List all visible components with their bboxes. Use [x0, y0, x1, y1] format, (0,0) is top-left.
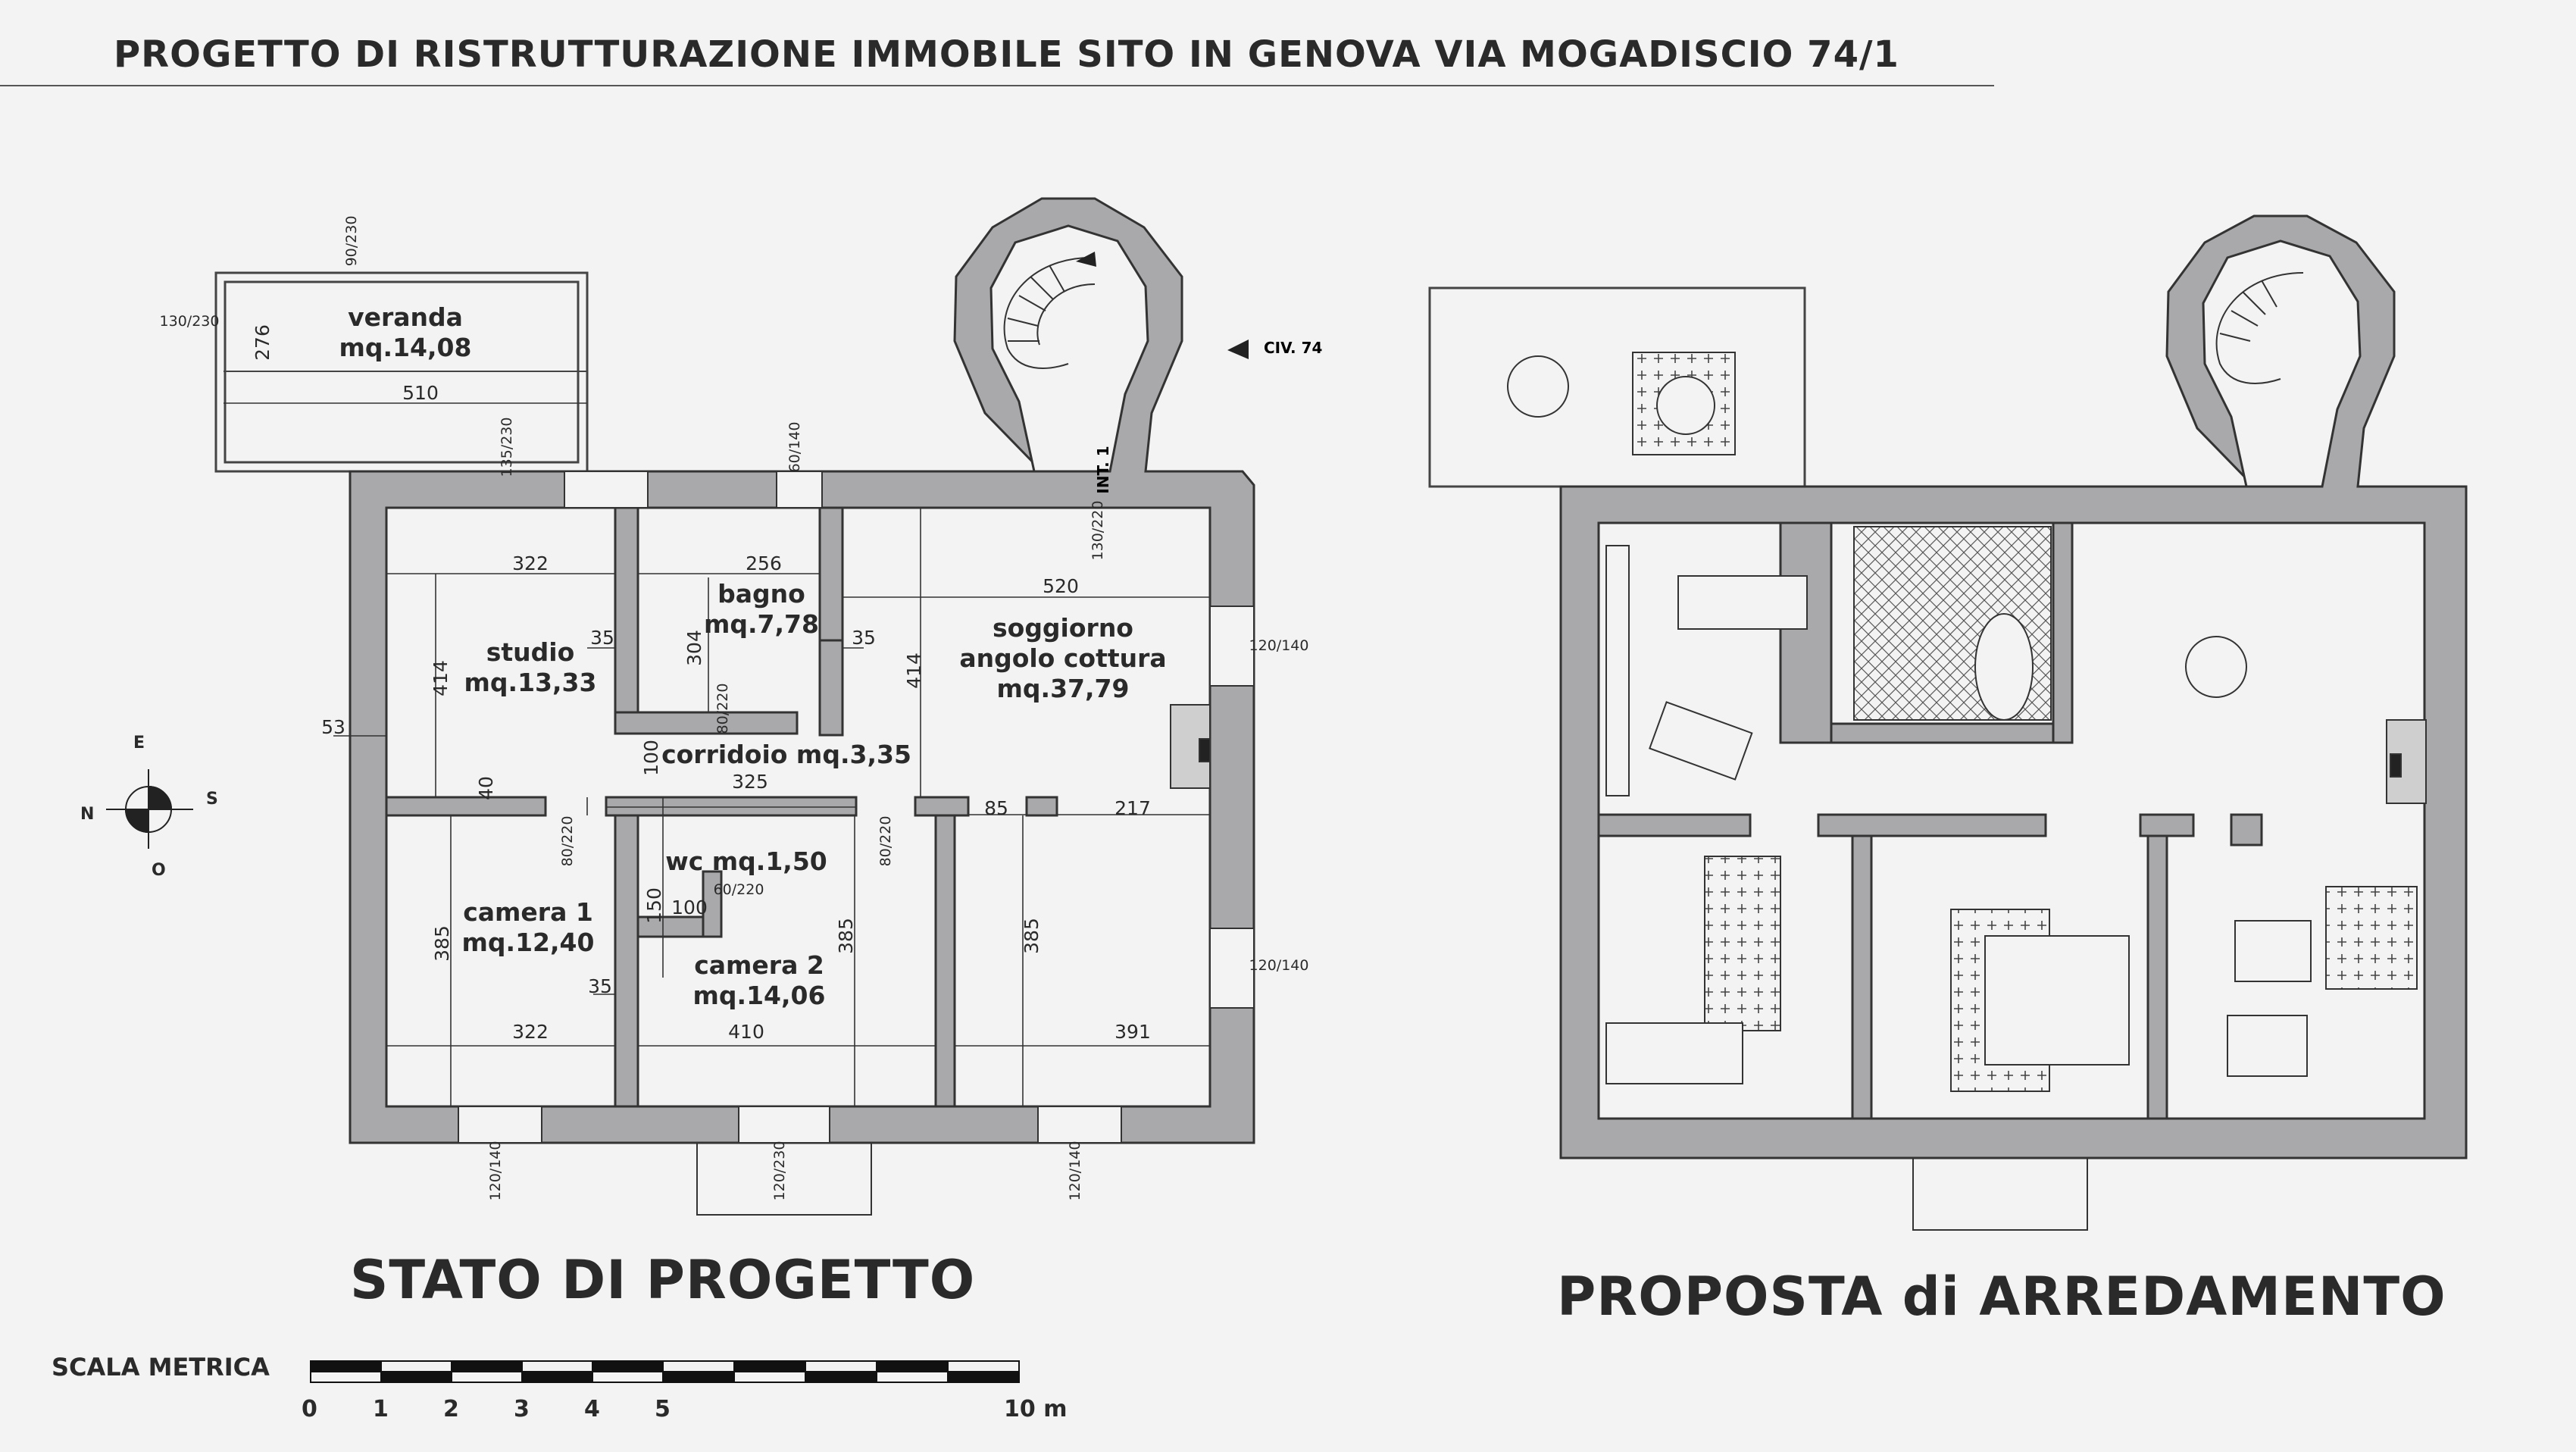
single-bed	[1606, 1023, 1743, 1084]
dim-53: 53	[321, 716, 345, 738]
dim-corridoio-width: 325	[732, 771, 768, 793]
dim-217: 217	[1114, 797, 1151, 819]
scale-tick-end: 10 m	[1004, 1396, 1068, 1422]
dim-studio-width: 322	[512, 552, 549, 574]
dim-studio-height: 414	[430, 660, 452, 696]
right-floor-plan	[1430, 216, 2466, 1230]
bathtub	[1975, 614, 2033, 720]
right-fireplace	[2387, 720, 2426, 803]
dim-camera2-height: 385	[835, 918, 857, 954]
room-studio-name: studio	[486, 637, 575, 667]
dim-soggiorno-width: 520	[1043, 575, 1079, 597]
opening-corridoio-door-3: 80/220	[877, 815, 894, 867]
compass-south-label: S	[206, 790, 218, 809]
drawing-title: PROGETTO DI RISTRUTTURAZIONE IMMOBILE SITO IN GENOVA VIA MOGADISCIO 74/1	[114, 33, 1899, 76]
dim-camera1-height: 385	[431, 925, 453, 962]
opening-camera2-window: 120/230	[771, 1141, 788, 1201]
scale-tick-4: 4	[584, 1396, 600, 1422]
opening-camera1-window: 120/140	[487, 1141, 504, 1201]
compass-east-label: E	[133, 734, 145, 753]
room-veranda-name: veranda	[348, 302, 463, 332]
dim-85: 85	[984, 797, 1008, 819]
opening-studio-top: 135/230	[499, 417, 515, 477]
civic-arrow-icon	[1227, 340, 1249, 359]
fireplace	[1171, 705, 1210, 788]
room-soggiorno-area: mq.37,79	[996, 674, 1130, 703]
dim-100-b: 100	[671, 897, 708, 918]
opening-soggiorno-window-1: 120/140	[1249, 637, 1309, 654]
dim-camera1-width: 322	[512, 1021, 549, 1043]
opening-soggiorno-window-2: 120/140	[1249, 957, 1309, 974]
scale-tick-0: 0	[302, 1396, 317, 1422]
civic-number-label: CIV. 74	[1264, 339, 1323, 357]
dim-bagno-height: 304	[683, 630, 705, 666]
opening-veranda-top: 90/230	[343, 215, 360, 267]
room-soggiorno-name: soggiorno	[993, 613, 1133, 643]
living-rug	[2326, 887, 2417, 989]
dim-35-c: 35	[588, 975, 612, 997]
dim-35-a: 35	[590, 627, 614, 649]
room-wc-label: wc mq.1,50	[665, 846, 827, 876]
room-camera1-name: camera 1	[463, 897, 593, 927]
room-bagno-area: mq.7,78	[704, 609, 819, 639]
dim-soggiorno-lower-width: 391	[1114, 1021, 1151, 1043]
right-veranda	[1430, 288, 1805, 487]
dim-bagno-width: 256	[746, 552, 782, 574]
room-camera2-area: mq.14,06	[692, 981, 826, 1010]
opening-wc-door: 60/220	[713, 881, 764, 898]
compass-north-label: N	[80, 805, 95, 824]
right-plan-title: PROPOSTA di ARREDAMENTO	[1557, 1266, 2446, 1328]
opening-veranda-side: 130/230	[159, 313, 220, 330]
left-plan-title: STATO DI PROGETTO	[350, 1249, 976, 1311]
opening-corridoio-door-2: 80/220	[559, 815, 576, 867]
dim-40: 40	[475, 776, 497, 800]
scale-label: SCALA METRICA	[52, 1353, 270, 1382]
dim-150: 150	[643, 887, 665, 924]
compass-icon	[106, 769, 193, 849]
interior-number-label: INT. 1	[1094, 446, 1112, 494]
right-balcony	[1913, 1158, 2087, 1230]
scale-tick-1: 1	[373, 1396, 389, 1422]
opening-entrance: 130/220	[1089, 500, 1106, 561]
room-veranda-area: mq.14,08	[339, 333, 472, 362]
room-camera2-name: camera 2	[694, 950, 824, 980]
room-camera1-area: mq.12,40	[461, 928, 595, 957]
double-bed	[1985, 936, 2129, 1065]
room-corridoio-label: corridoio mq.3,35	[661, 740, 911, 769]
opening-soggiorno-window-3: 120/140	[1067, 1141, 1083, 1201]
compass-west-label: O	[152, 861, 166, 880]
opening-corridoio-door-1: 80/220	[714, 683, 731, 734]
dim-soggiorno-height: 414	[903, 652, 925, 689]
dim-veranda-height: 276	[252, 324, 274, 361]
room-soggiorno-name2: angolo cottura	[959, 643, 1167, 673]
opening-bagno-top: 60/140	[786, 421, 803, 473]
scale-tick-5: 5	[655, 1396, 671, 1422]
scale-tick-2: 2	[443, 1396, 459, 1422]
room-studio-area: mq.13,33	[464, 668, 597, 697]
scale-bar	[311, 1361, 1019, 1382]
dim-veranda-width: 510	[402, 382, 439, 404]
dim-100-a: 100	[640, 740, 662, 776]
dim-35-b: 35	[852, 627, 876, 649]
dim-camera2-width: 410	[728, 1021, 764, 1043]
room-bagno-name: bagno	[717, 579, 805, 609]
scale-tick-3: 3	[514, 1396, 530, 1422]
dim-soggiorno-lower-height: 385	[1021, 918, 1043, 954]
bedroom-rug-left	[1705, 856, 1780, 1031]
